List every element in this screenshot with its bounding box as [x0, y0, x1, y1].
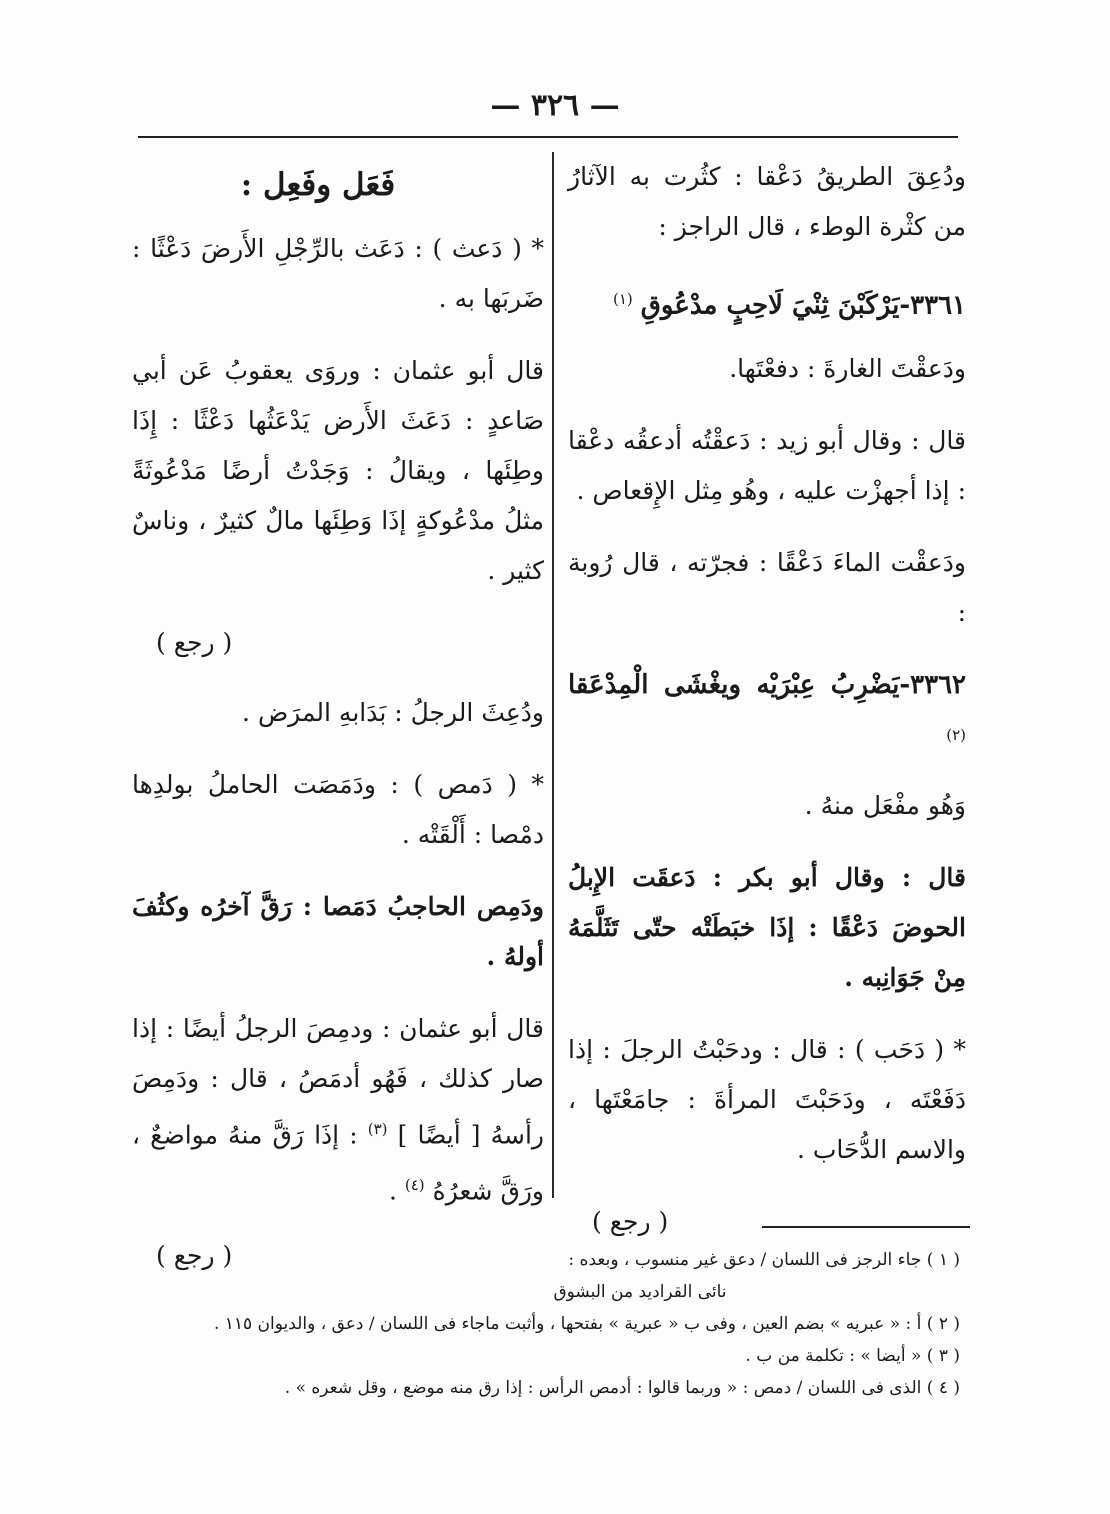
verse-text: ٣٣٦٢-يَضْرِبُ عِبْرَيْه ويغْشَى الْمِدْعَقا — [568, 670, 966, 701]
paragraph: * ( دَعث ) : دَعَث بالرِّجْلِ الأَرضَ دَعْثًا : ضَربَها به . — [132, 234, 544, 313]
footnote-3: ( ٣ ) « أيضا » : تكلمة من ب . — [745, 1346, 960, 1366]
footnote-1: ( ١ ) جاء الرجز فى اللسان / دعق غير منسوب ، وبعده : — [568, 1250, 960, 1270]
footnote-2: ( ٢ ) أ : « عبريه » بضم العين ، وفى ب « عبرية » بفتحها ، وأثبت ماجاء فى اللسان / دعق ، والديوان ١١٥ . — [213, 1314, 960, 1334]
column-divider — [552, 152, 554, 1198]
paragraph: ودَعقْتَ الغارةَ : دفعْتَها. — [729, 354, 966, 384]
footnote-4: ( ٤ ) الذى فى اللسان / دمص : « وربما قالوا : أدمص الرأس : إذا رق منه موضع ، وقل شعره » . — [284, 1378, 960, 1398]
ruju-marker — [132, 618, 544, 668]
ruju-text: ( رجع ) — [156, 1240, 233, 1270]
paragraph-text: . — [388, 1176, 397, 1206]
ruju-text: ( رجع ) — [592, 1206, 669, 1236]
right-column — [568, 152, 966, 1267]
verse-line — [568, 274, 966, 330]
paragraph: * ( دَحَب ) : قال : ودحَبْتُ الرجلَ : إذا دَفَعْتَه ، ودَحَبْتَ المرأةَ : جامَعْتَها ، والاسم الدُّحَاب . — [568, 1034, 966, 1164]
paragraph: قال أبو عثمان : وروَى يعقوبُ عَن أبي صَاعدٍ : دَعَثَ الأَرض يَدْعَثُها دَعْثًا : إِذَا وطِئَها ، ويقالُ : وَجَدْتُ أرضًا مَدْعُوثَةً مثلُ مدْعُوكةٍ إذَا وَطِئَها مالٌ كثيرٌ ، وناسٌ كثير . — [132, 356, 544, 585]
paragraph-text: : إذَا رَقَّ منهُ مواضعٌ ، ورَقَّ شعرُهُ — [132, 1120, 544, 1206]
footnote-ref: (٢) — [946, 726, 966, 745]
paragraph: ودُعِقَ الطريقُ دَعْقا : كثُرت به الآثارُ من كثْرة الوطء ، قال الراجز : — [568, 162, 966, 241]
section-title: فَعَل وفَعِل : — [240, 167, 396, 203]
header-rule — [138, 136, 958, 138]
paragraph: * ( دَمص ) : ودَمَصَت الحاملُ بولدِها دمْصا : أَلْقَتْه . — [132, 770, 544, 849]
paragraph: وَهُو مفْعَل منهُ . — [804, 790, 966, 820]
ruju-marker — [568, 1197, 966, 1247]
footnote-1-verse: نائى القراديد من البشوق — [553, 1282, 727, 1302]
paragraph: قال : وقال أبو زيد : دَعقْتُه أدعقُه دعْقا : إذا أجهزْت عليه ، وهُو مِثل الإِقعاص . — [568, 426, 966, 506]
paragraph: ودَمِص الحاجبُ دَمَصا : رَقَّ آخرُه وكثُفَ أولهُ . — [132, 892, 544, 971]
footnote-ref: (٤) — [404, 1176, 425, 1195]
verse-line — [568, 660, 966, 766]
paragraph-text: قال أبو عثمان : ودمِصَ الرجلُ أيضًا : إذا صار كذلك ، فَهُو أدمَصُ ، قال : ودَمِصَ رأسهُ [ أيضًا ] — [132, 1014, 545, 1150]
paragraph — [132, 1004, 544, 1217]
footnote-rule — [762, 1226, 970, 1228]
left-column — [132, 152, 544, 1301]
paragraph: ودَعقْت الماءَ دَعْقًا : فجرّته ، قال رُوبة : — [568, 548, 966, 628]
paragraph: قال : وقال أبو بكر : دَعقَت الإِبلُ الحوضَ دَعْقًا : إذَا خبَطَتْه حتّى تَثَلَّمَهُ مِنْ جَوَانِبه . — [568, 862, 966, 992]
page-number: — ٣٢٦ — — [490, 88, 620, 123]
footnotes — [160, 1244, 960, 1404]
footnote-ref: (٣) — [367, 1120, 388, 1138]
footnote-ref: (١) — [612, 290, 633, 308]
ruju-text: ( رجع ) — [156, 628, 233, 657]
verse-text: ٣٣٦١-يَرْكَبْنَ ثِنْيَ لَاحِبٍ مدْعُوقِ — [640, 290, 966, 321]
paragraph: ودُعِثَ الرجلُ : بَدَابهِ المرَض . — [242, 698, 544, 727]
